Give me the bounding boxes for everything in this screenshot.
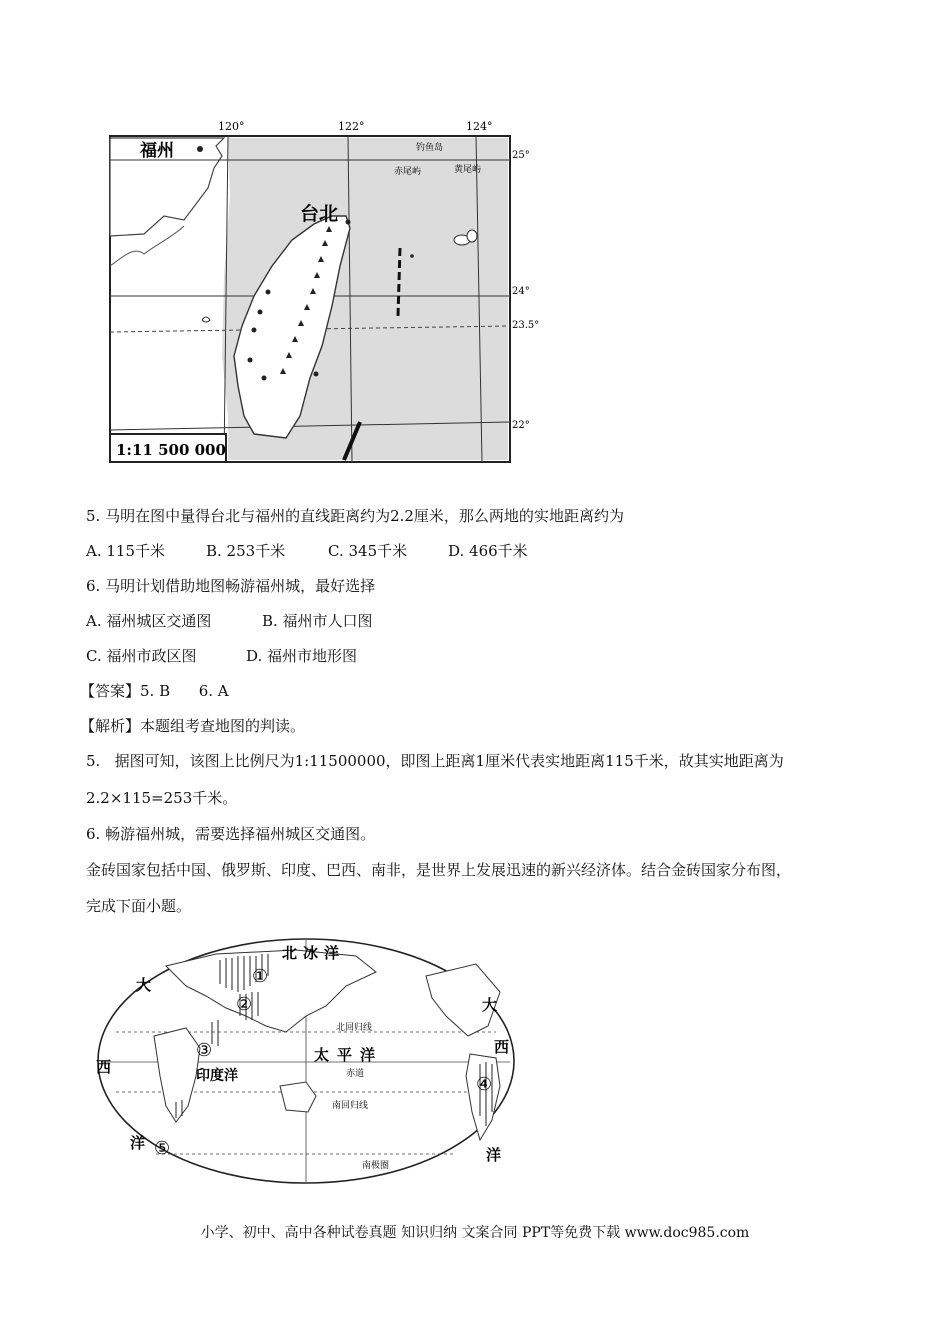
label-big-left: 大 <box>136 976 152 994</box>
lat-label-24: 24° <box>512 286 530 297</box>
marker-2: ② <box>236 994 253 1015</box>
brics-world-map <box>96 936 516 1186</box>
q6-option-b: B. 福州市人口图 <box>262 612 373 630</box>
label-island-1: 钓鱼岛 <box>416 143 444 153</box>
q5-option-d: D. 466千米 <box>448 542 528 560</box>
label-antarctic-circle: 南极圈 <box>362 1161 390 1171</box>
label-island-2: 赤尾屿 <box>394 167 422 177</box>
question-5-stem: 5. 马明在图中量得台北与福州的直线距离约为2.2厘米，那么两地的实地距离约为 <box>86 507 624 525</box>
intro-line2: 完成下面小题。 <box>86 897 192 915</box>
answer-line <box>80 681 229 701</box>
label-big-right: 大 <box>482 996 498 1014</box>
label-pacific-ocean: 太平洋 <box>314 1046 384 1064</box>
label-ocean-right: 洋 <box>486 1146 502 1164</box>
lon-label-120: 120° <box>218 120 245 133</box>
label-fuzhou: 福州 <box>140 141 174 161</box>
marker-5: ⑤ <box>154 1138 171 1159</box>
explanation-6: 6. 畅游福州城，需要选择福州城区交通图。 <box>86 825 376 843</box>
lon-label-122: 122° <box>338 120 365 133</box>
label-equator: 赤道 <box>346 1069 365 1079</box>
intro-line1: 金砖国家包括中国、俄罗斯、印度、巴西、南非，是世界上发展迅速的新兴经济体。结合金砖国家分布图， <box>86 861 792 879</box>
marker-4: ④ <box>476 1074 493 1095</box>
answer-text: 5. B 6. A <box>140 682 229 700</box>
label-arctic-ocean: 北冰洋 <box>282 944 346 962</box>
question-5-options <box>86 541 528 561</box>
q5-option-b: B. 253千米 <box>206 542 286 560</box>
lat-label-25: 25° <box>512 150 530 161</box>
label-indian-ocean: 印度洋 <box>196 1068 238 1084</box>
label-west-left: 西 <box>96 1058 112 1076</box>
analysis-line <box>80 716 305 736</box>
analysis-text: 本题组考查地图的判读。 <box>140 717 306 735</box>
answer-label: 【答案】 <box>80 682 141 700</box>
question-6-options-row1 <box>86 611 373 631</box>
q6-option-a: A. 福州城区交通图 <box>86 612 212 630</box>
label-taipei: 台北 <box>300 203 339 225</box>
page-footer: 小学、初中、高中各种试卷真题 知识归纳 文案合同 PPT等免费下载 www.doc985.com <box>200 1225 750 1241</box>
map-scale: 1:11 500 000 <box>116 441 226 459</box>
marker-3: ③ <box>196 1040 213 1061</box>
explanation-5-line2: 2.2×115=253千米。 <box>86 789 238 807</box>
label-island-3: 黄尾屿 <box>454 165 482 175</box>
label-ocean-left: 洋 <box>130 1134 146 1152</box>
explanation-5-line1: 5. 据图可知，该图上比例尺为1:11500000，即图上距离1厘米代表实地距离115千米，故其实地距离为 <box>86 752 784 770</box>
lon-label-124: 124° <box>466 120 493 133</box>
marker-1: ① <box>252 966 269 987</box>
label-tropic-north: 北回归线 <box>336 1023 373 1033</box>
lat-label-23-5: 23.5° <box>512 320 540 331</box>
question-6-options-row2 <box>86 646 357 666</box>
label-west-right: 西 <box>494 1038 510 1056</box>
taiwan-map <box>104 116 544 468</box>
q5-option-c: C. 345千米 <box>328 542 408 560</box>
q5-option-a: A. 115千米 <box>86 542 165 560</box>
question-6-stem: 6. 马明计划借助地图畅游福州城，最好选择 <box>86 577 376 595</box>
lat-label-22: 22° <box>512 420 530 431</box>
q6-option-c: C. 福州市政区图 <box>86 647 197 665</box>
label-tropic-south: 南回归线 <box>332 1101 369 1111</box>
analysis-label: 【解析】 <box>80 717 141 735</box>
q6-option-d: D. 福州市地形图 <box>246 647 358 665</box>
